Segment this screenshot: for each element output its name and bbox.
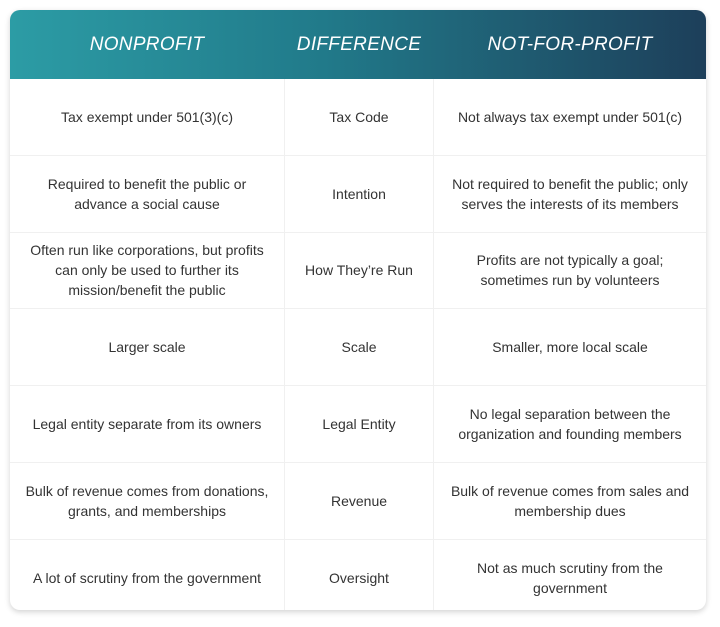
not-for-profit-cell: No legal separation between the organization and founding members <box>458 406 682 443</box>
difference-cell: Intention <box>284 156 434 232</box>
difference-cell: Tax Code <box>284 79 434 155</box>
nonprofit-cell: Legal entity separate from its owners <box>32 416 262 433</box>
table-row <box>10 308 706 385</box>
nonprofit-cell: Larger scale <box>108 339 186 356</box>
not-for-profit-cell: Not always tax exempt under 501(c) <box>457 108 683 125</box>
header-nonprofit: NONPROFIT <box>89 33 205 55</box>
nonprofit-cell: Required to benefit the public or advance a social cause <box>47 175 247 212</box>
header-difference: DIFFERENCE <box>296 33 422 55</box>
not-for-profit-cell: Not required to benefit the public; only serves the interests of its members <box>452 175 688 212</box>
table-row <box>10 79 706 155</box>
table-row <box>10 385 706 462</box>
table-row <box>10 539 706 610</box>
not-for-profit-cell: Bulk of revenue comes from sales and membership dues <box>450 482 690 519</box>
not-for-profit-cell: Smaller, more local scale <box>492 339 648 356</box>
not-for-profit-cell: Profits are not typically a goal; sometimes run by volunteers <box>476 252 664 289</box>
nonprofit-cell: Tax exempt under 501(3)(c) <box>61 108 233 125</box>
table-row <box>10 232 706 309</box>
difference-cell: Scale <box>284 309 434 385</box>
difference-cell: How They’re Run <box>284 233 434 309</box>
not-for-profit-cell: Not as much scrutiny from the government <box>477 559 663 596</box>
header-not-for-profit: NOT-FOR-PROFIT <box>487 33 653 55</box>
table-header <box>10 10 706 79</box>
nonprofit-cell: Often run like corporations, but profits can only be used to further its mission/benefit the public <box>30 242 264 299</box>
table-body <box>10 79 706 610</box>
nonprofit-cell: Bulk of revenue comes from donations, grants, and memberships <box>25 482 269 519</box>
difference-cell: Legal Entity <box>284 386 434 462</box>
nonprofit-cell: A lot of scrutiny from the government <box>33 569 261 586</box>
table-row <box>10 462 706 539</box>
difference-cell: Revenue <box>284 463 434 539</box>
table-row <box>10 155 706 232</box>
comparison-table <box>10 10 706 610</box>
difference-cell: Oversight <box>284 540 434 610</box>
